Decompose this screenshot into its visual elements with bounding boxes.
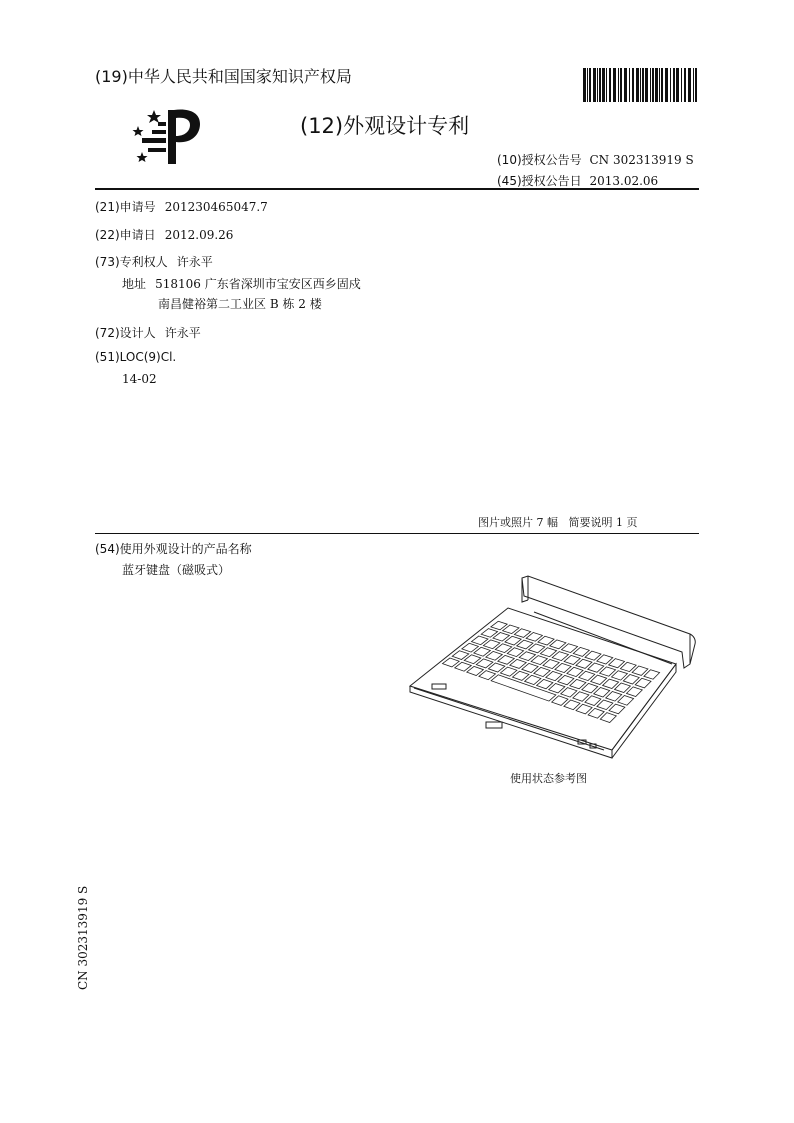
key-shape xyxy=(498,655,515,664)
key-shape xyxy=(567,667,583,676)
application-number-label: (21)申请号 xyxy=(95,200,156,214)
key-shape xyxy=(635,678,651,688)
barcode-bar xyxy=(613,68,616,102)
key-shape xyxy=(513,671,529,680)
designer xyxy=(95,322,201,341)
key-shape xyxy=(603,679,619,688)
figures-summary: 图片或照片 7 幅 简要说明 1 页 xyxy=(478,516,638,529)
key-shape xyxy=(481,629,497,638)
publication-date-value: 2013.02.06 xyxy=(589,174,659,188)
product-name-value: 蓝牙键盘（磁吸式） xyxy=(122,563,231,577)
barcode-bar xyxy=(693,68,694,102)
barcode-bar xyxy=(589,68,591,102)
key-shape xyxy=(600,667,616,676)
address-line-1: 518106 广东省深圳市宝安区西乡固戍 xyxy=(155,277,361,291)
publication-number-value: CN 302313919 S xyxy=(589,153,694,167)
office-name: (19)中华人民共和国国家知识产权局 xyxy=(95,67,352,86)
barcode-icon xyxy=(583,68,699,102)
application-date-label: (22)申请日 xyxy=(95,228,156,242)
key-shape xyxy=(543,660,559,669)
barcode-bar xyxy=(670,68,671,102)
key-shape xyxy=(564,700,580,710)
key-shape xyxy=(472,636,489,645)
key-shape xyxy=(476,659,493,668)
application-number-value: 201230465047.7 xyxy=(164,200,268,214)
key-shape xyxy=(505,636,521,645)
key-shape xyxy=(620,662,636,671)
key-shape xyxy=(534,667,550,676)
key-shape xyxy=(552,652,568,661)
application-date-value: 2012.09.26 xyxy=(164,228,234,242)
barcode-bar xyxy=(645,68,648,102)
key-shape xyxy=(555,663,571,672)
key-shape xyxy=(588,708,604,718)
barcode-bar xyxy=(636,68,639,102)
publication-date-label: (45)授权公告日 xyxy=(497,174,582,188)
patentee-label: (73)专利权人 xyxy=(95,255,168,269)
document-type: (12)外观设计专利 xyxy=(300,114,470,138)
key-shape xyxy=(467,666,484,675)
key-shape xyxy=(561,688,577,698)
key-shape xyxy=(594,688,610,698)
key-shape xyxy=(612,671,628,680)
key-shape xyxy=(500,667,517,676)
key-shape xyxy=(479,671,496,680)
key-shape xyxy=(644,670,660,680)
side-publication-number: CN 302313919 S xyxy=(76,885,90,990)
barcode-bar xyxy=(624,68,627,102)
key-shape xyxy=(609,659,625,668)
key-shape xyxy=(564,655,580,664)
key-shape xyxy=(573,692,589,702)
publication-number xyxy=(497,151,694,168)
key-shape xyxy=(609,704,625,714)
publication-number-label: (10)授权公告号 xyxy=(497,153,582,167)
barcode-bar xyxy=(665,68,668,102)
key-shape xyxy=(464,655,481,664)
key-shape xyxy=(474,647,491,656)
key-shape xyxy=(486,651,503,660)
barcode-bar xyxy=(640,68,641,102)
barcode-bar xyxy=(602,68,605,102)
keyboard-drawing-icon xyxy=(404,572,700,764)
barcode-bar xyxy=(642,68,644,102)
barcode-bar xyxy=(609,68,611,102)
barcode-bar xyxy=(583,68,586,102)
key-shape xyxy=(570,679,586,688)
product-name-label: (54)使用外观设计的产品名称 xyxy=(95,542,252,556)
barcode-bar xyxy=(593,68,596,102)
key-shape xyxy=(623,675,639,685)
key-shape xyxy=(519,652,535,661)
key-shape xyxy=(627,687,643,697)
barcode-bar xyxy=(587,68,588,102)
application-number xyxy=(95,196,268,215)
barcode-bar xyxy=(597,68,598,102)
header-divider xyxy=(95,188,699,190)
key-shape xyxy=(606,692,622,702)
barcode-bar xyxy=(659,68,660,102)
key-shape xyxy=(576,704,592,714)
key-shape xyxy=(582,683,598,693)
barcode-bar xyxy=(676,68,679,102)
barcode-bar xyxy=(650,68,651,102)
barcode-bar xyxy=(688,68,691,102)
key-shape xyxy=(618,696,634,706)
barcode-bar xyxy=(618,68,619,102)
barcode-bar xyxy=(684,68,686,102)
address-label: 地址 xyxy=(122,277,147,291)
barcode-bar xyxy=(695,68,697,102)
key-shape xyxy=(632,666,648,675)
figure-caption: 使用状态参考图 xyxy=(510,772,587,785)
address xyxy=(122,273,361,292)
barcode-bar xyxy=(673,68,675,102)
summary-divider xyxy=(95,533,699,534)
key-shape xyxy=(588,663,604,672)
barcode-bar xyxy=(655,68,658,102)
key-shape xyxy=(552,696,568,706)
barcode-bar xyxy=(599,68,601,102)
key-shape xyxy=(510,659,526,668)
key-shape xyxy=(522,663,538,672)
key-shape xyxy=(615,683,631,693)
key-shape xyxy=(525,675,541,684)
patentee xyxy=(95,251,213,270)
key-shape xyxy=(462,643,479,652)
designer-value: 许永平 xyxy=(164,326,201,340)
loc-classification-label: (51)LOC(9)Cl. xyxy=(95,350,177,364)
key-shape xyxy=(443,658,460,667)
application-date xyxy=(95,224,233,243)
key-shape xyxy=(537,679,553,688)
barcode-bar xyxy=(681,68,682,102)
key-shape xyxy=(597,700,613,710)
patentee-value: 许永平 xyxy=(176,255,213,269)
barcode-bar xyxy=(652,68,654,102)
key-shape xyxy=(546,671,562,680)
barcode-bar xyxy=(629,68,630,102)
key-shape xyxy=(549,684,565,693)
publication-date xyxy=(497,172,658,189)
key-shape xyxy=(562,644,578,653)
address-line-2: 南昌健裕第二工业区 B 栋 2 楼 xyxy=(158,297,322,311)
key-shape xyxy=(573,647,589,656)
barcode-bar xyxy=(661,68,663,102)
key-shape xyxy=(493,633,509,642)
key-shape xyxy=(579,671,595,680)
key-shape xyxy=(452,651,469,660)
barcode-bar xyxy=(620,68,622,102)
sipo-logo-icon xyxy=(128,104,204,168)
key-shape xyxy=(517,640,533,649)
designer-label: (72)设计人 xyxy=(95,326,156,340)
barcode-bar xyxy=(632,68,634,102)
loc-classification-value: 14-02 xyxy=(122,372,157,386)
key-shape xyxy=(531,656,547,665)
key-shape xyxy=(558,675,574,684)
key-shape xyxy=(600,713,616,723)
key-shape xyxy=(488,663,505,672)
key-shape xyxy=(585,696,601,706)
barcode-bar xyxy=(606,68,607,102)
key-shape xyxy=(455,662,472,671)
key-shape xyxy=(591,675,607,684)
